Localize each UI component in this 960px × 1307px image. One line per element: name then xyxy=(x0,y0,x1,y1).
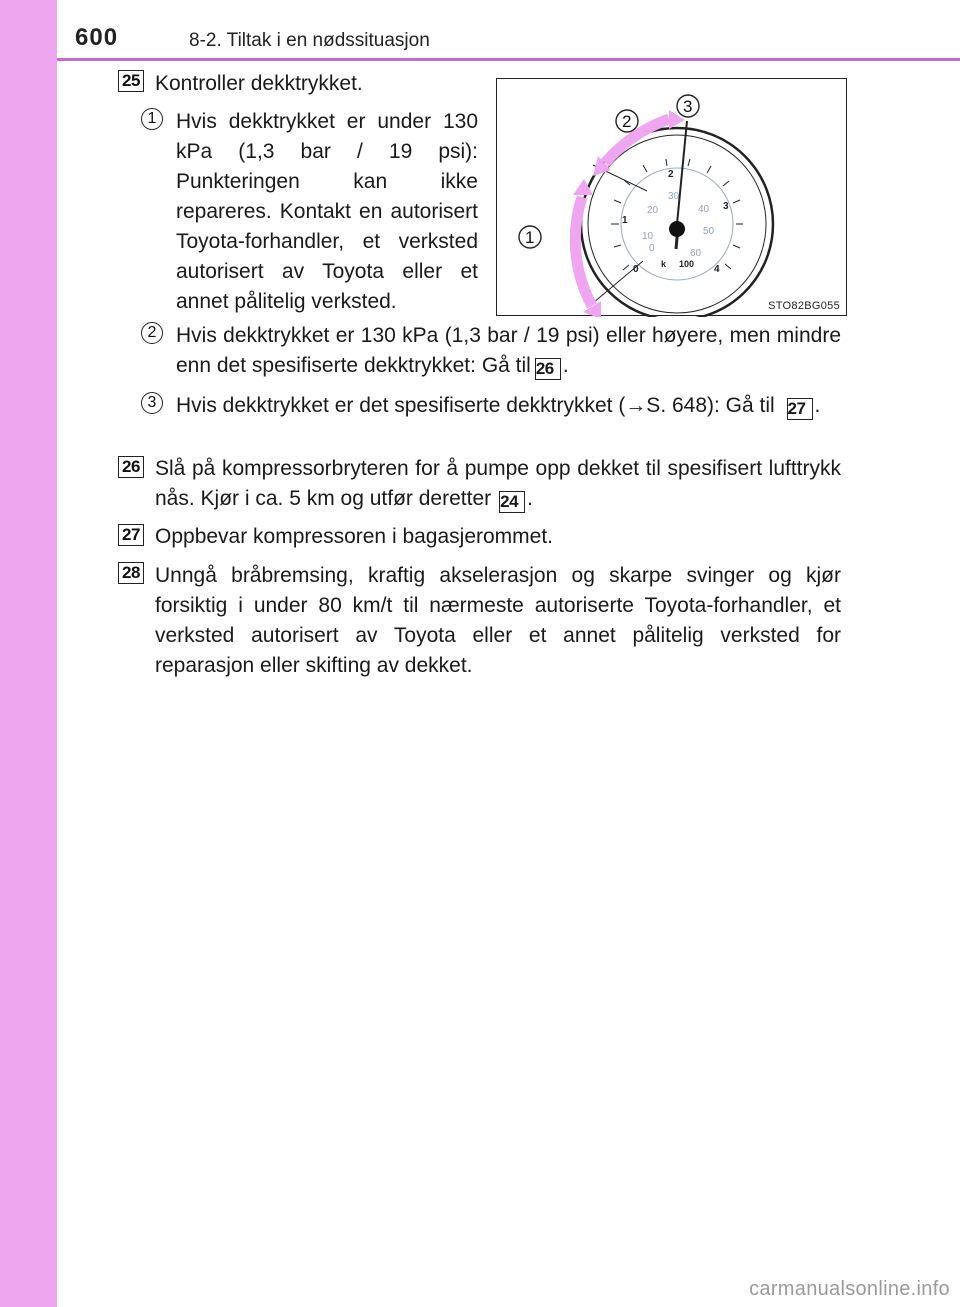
step-25-title: Kontroller dekktrykket. xyxy=(155,72,363,95)
range-arrows xyxy=(573,110,685,317)
gauge-unit-value: 100 xyxy=(679,259,695,269)
step-25-sub-1-text: Hvis dekktrykket er under 130 kPa (1,3 bar / 19 psi): Punkteringen kan ikke repareres. Kontakt en autorisert Toyota-forhandler, et verksted autorisert av Toyota eller et annet pålitelig verksted. xyxy=(176,110,478,313)
step-27-text: Oppbevar kompressoren i bagasjerommet. xyxy=(155,525,554,548)
page-number: 600 xyxy=(75,24,119,51)
ref-badge-24[interactable]: 24 xyxy=(499,491,525,513)
step-25-sub-3-end: . xyxy=(814,394,821,417)
step-26-end: . xyxy=(527,487,533,510)
sub-marker-1: 1 xyxy=(141,108,163,130)
step-25-sub-2-end: . xyxy=(562,354,569,377)
gauge-inner-50: 50 xyxy=(703,226,715,237)
step-25-sub-2-text: Hvis dekktrykket er 130 kPa (1,3 bar / 19 psi) eller høyere, men mindre enn det spesifiserte dekktrykket: Gå til xyxy=(176,324,841,377)
ref-badge-27[interactable]: 27 xyxy=(787,398,813,420)
ref-badge-26[interactable]: 26 xyxy=(535,358,561,380)
gauge-unit: k xyxy=(661,259,667,269)
gauge-label-4: 4 xyxy=(714,264,720,275)
pressure-gauge-figure xyxy=(496,78,847,316)
gauge-inner-40: 40 xyxy=(698,204,710,215)
side-color-strip xyxy=(0,0,57,1307)
figure-callout-2: 2 xyxy=(622,112,632,131)
gauge-inner-0: 0 xyxy=(649,243,655,254)
step-25-sub-3-text: Hvis dekktrykket er det spesifiserte dekktrykket (→S. 648): Gå til xyxy=(176,394,775,417)
gauge-inner-10: 10 xyxy=(642,231,654,242)
gauge-inner-30: 30 xyxy=(668,191,680,202)
step-badge-26: 26 xyxy=(118,456,144,478)
figure-callout-1: 1 xyxy=(525,228,535,247)
gauge-illustration xyxy=(497,79,848,317)
figure-code: STO82BG055 xyxy=(768,300,840,312)
sub-marker-2: 2 xyxy=(141,322,163,344)
header-rule xyxy=(57,58,960,61)
step-badge-27: 27 xyxy=(118,524,144,546)
gauge-inner-20: 20 xyxy=(647,205,659,216)
gauge-label-0: 0 xyxy=(633,264,639,275)
gauge-label-3: 3 xyxy=(723,201,729,212)
gauge-label-2: 2 xyxy=(668,169,674,180)
step-28-text: Unngå bråbremsing, kraftig akselerasjon og skarpe svinger og kjør forsiktig i under 80 km/t til nærmeste autoriserte Toyota-forhandler, et verksted autorisert av Toyota eller et annet pålitelig verksted for reparasjon eller skifting av dekket. xyxy=(155,564,841,677)
gauge-inner-60: 60 xyxy=(690,248,702,259)
watermark: carmanualsonline.info xyxy=(749,1278,950,1300)
section-title: 8-2. Tiltak i en nødssituasjon xyxy=(189,30,430,51)
step-26 xyxy=(155,454,841,514)
gauge-label-1: 1 xyxy=(622,215,628,226)
sub-marker-3: 3 xyxy=(141,392,163,414)
step-26-text: Slå på kompressorbryteren for å pumpe opp dekket til spesifisert lufttrykk nås. Kjør i ca. 5 km og utfør deretter xyxy=(155,457,841,510)
step-25-sub-3 xyxy=(176,391,841,421)
step-badge-28: 28 xyxy=(118,562,144,584)
step-25-sub-2 xyxy=(176,321,841,381)
figure-callout-3: 3 xyxy=(683,97,693,116)
step-badge-25: 25 xyxy=(118,70,144,92)
